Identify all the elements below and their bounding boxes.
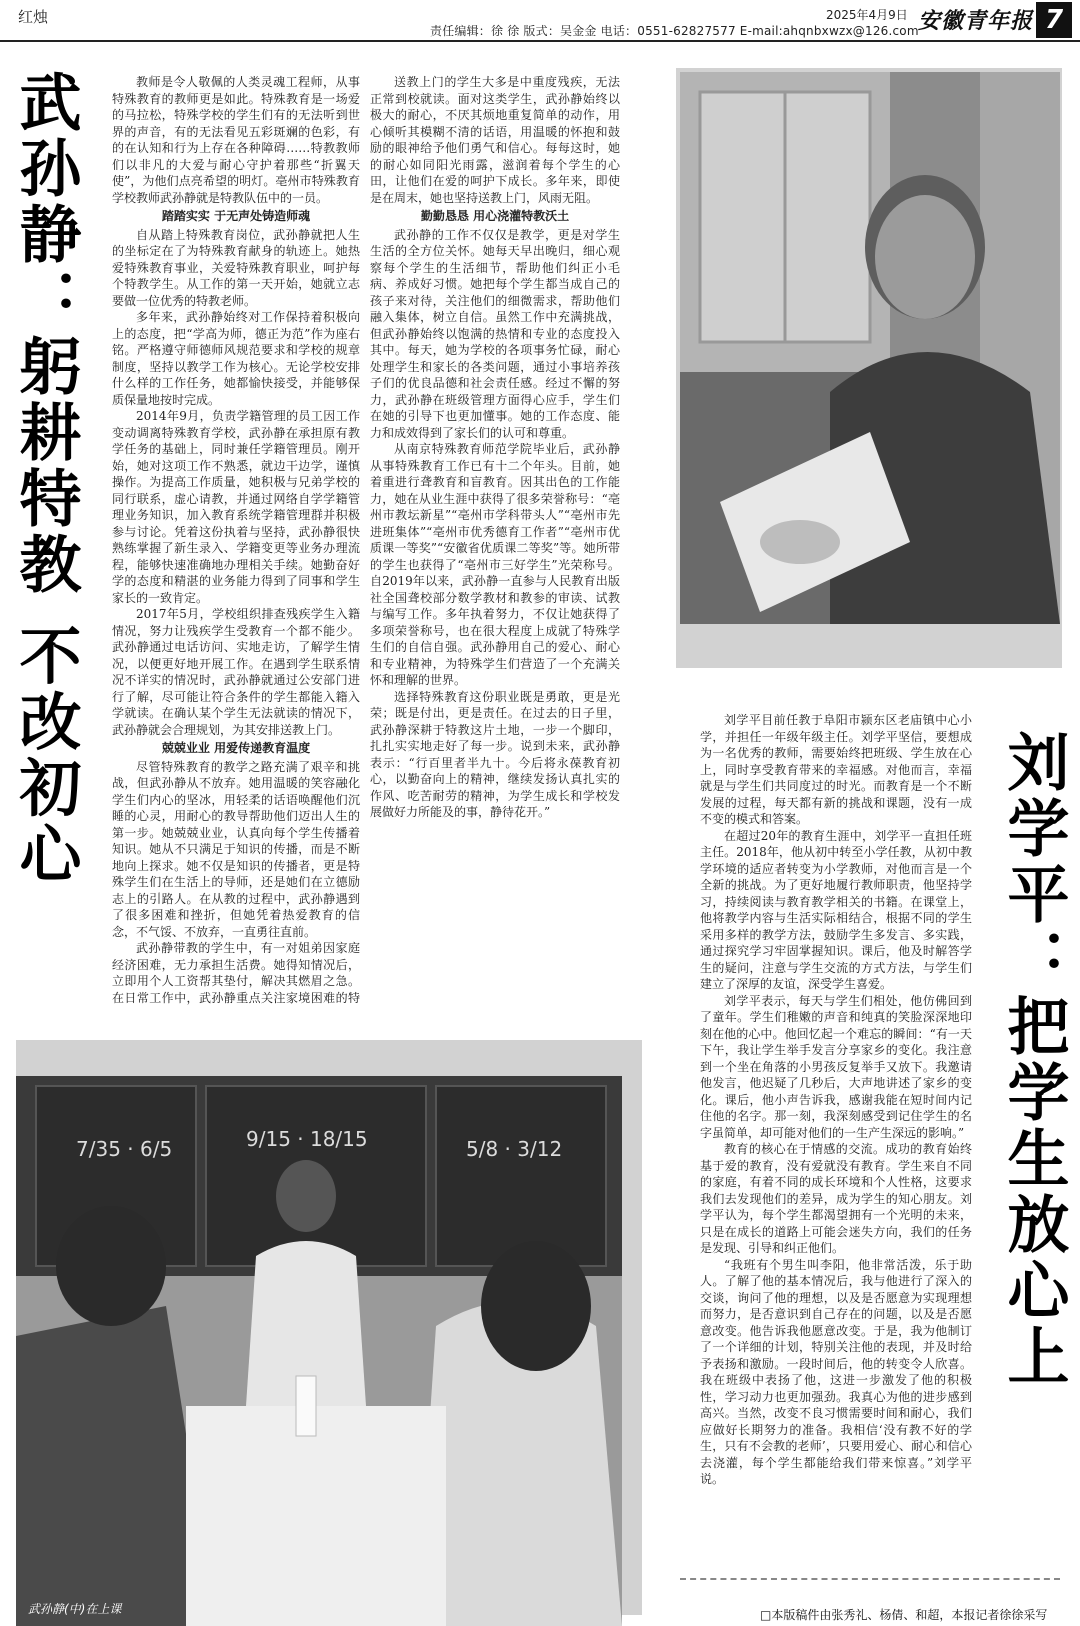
newspaper-masthead: 安徽青年报 xyxy=(918,8,1034,34)
article1-paragraph: 武孙静的工作不仅仅是教学，更是对学生生活的全方位关怀。她每天早出晚归，细心观察每个学生的生活细节，帮助他们纠正小毛病、养成好习惯。她把每个学生都当成自己的孩子来对待，关注他们的细微需求，帮助他们融入集体，树立自信。虽然工作中充满挑战，但武孙静始终以饱满的热情和专业的态度投入其中。每天，她为学校的各项事务忙碌，耐心处理学生和家长的各类问题，通过小事培养孩子们的优良品德和社会责任感。经过不懈的努力，武孙静在班级管理方面得心应手，学生们在她的引导下也更加懂事。她的工作态度、能力和成效得到了家长们的认可和尊重。 xyxy=(370,227,620,440)
article1-column-2 xyxy=(370,74,620,821)
article2-headline: 刘学平：把学生放心上 xyxy=(997,730,1070,1390)
issue-date: 2025年4月9日 xyxy=(826,8,908,22)
footer-divider xyxy=(680,1578,1060,1580)
article2-paragraph: “我班有个男生叫李阳，他非常活泼，乐于助人。了解了他的基本情况后，我与他进行了深入的交谈，询问了他的理想，以及是否愿意为实现理想而努力，是否意识到自己存在的问题，以及是否愿意改变。他告诉我他愿意改变。于是，我为他制订了一个详细的计划，特别关注他的表现，并及时给予表扬和激励。一段时间后，他的转变令人欣喜。我在班级中表扬了他，这进一步激发了他的积极性，学习动力也更加强劲。我真心为他的进步感到高兴。当然，改变不良习惯需要时间和耐心，我们应做好长期努力的准备。我相信‘没有教不好的学生，只有不会教的老师’，只要用爱心、耐心和信心去浇灌，每个学生都能给我们带来惊喜。”刘学平说。 xyxy=(700,1257,972,1486)
article2-paragraph: 在超过20年的教育生涯中，刘学平一直担任班主任。2018年，他从初中转至小学任教，从初中教学环境的适应者转变为小学教师，对他而言是一个全新的挑战。为了更好地履行教师职责，他坚持学习，持续阅读与教育教学相关的书籍。在课堂上，他将教学内容与生活实际相结合，根据不同的学生采用多样的教学方法，鼓励学生多发言、多实践，通过探究学习牢固掌握知识。课后，他及时解答学生的疑问，注意与学生交流的方式方法，与学生们建立了深厚的友谊，深受学生喜爱。 xyxy=(700,828,972,991)
article1-paragraph: 武孙静带教的学生中，有一对姐弟因家庭经济困难，无力承担生活费。她得知情况后，立即用个人工资帮其垫付，解决其燃眉之急。在日常工作中，武孙静重点关注家境困难的特 xyxy=(112,941,360,1005)
svg-text:7/35 · 6/5: 7/35 · 6/5 xyxy=(76,1137,173,1161)
article1-subhead-3: 勤勤恳恳 用心浇灌特教沃土 xyxy=(420,209,570,223)
article1-headline: 武孙静：躬耕特教 不改初心 xyxy=(9,70,82,888)
article1-subhead-2: 兢兢业业 用爱传递教育温度 xyxy=(161,741,311,755)
article2-paragraph: 刘学平目前任教于阜阳市颍东区老庙镇中心小学，并担任一年级年级主任。刘学平坚信，要想成为一名优秀的教师，需要始终把班级、学生放在心上，同时享受教育带来的幸福感。对他而言，幸福就是与学生们共同度过的时光。而教育是一个不断发展的过程，每天都有新的挑战和课题，没有一成不变的模式和答案。 xyxy=(700,713,972,826)
page-number: 7 xyxy=(1036,2,1072,38)
section-name: 红烛 xyxy=(18,8,49,26)
editor-info: 责任编辑：徐 徐 版式：吴金金 电话：0551-62827577 E-mail:ahqnbxwzx@126.com xyxy=(430,24,919,38)
article1-paragraph: 多年来，武孙静始终对工作保持着积极向上的态度，把“学高为师，德正为范”作为座右铭。严格遵守师德师风规范要求和学校的规章制度，坚持以教学工作为核心。无论学校安排什么样的工作任务，她都愉快接受，并能够保质保量地按时完成。 xyxy=(112,310,360,407)
photo-caption: 武孙静(中)在上课 xyxy=(28,1602,122,1616)
article1-paragraph: 尽管特殊教育的教学之路充满了艰辛和挑战，但武孙静从不放弃。她用温暖的笑容融化学生们内心的坚冰，用轻柔的话语唤醒他们沉睡的心灵，用耐心的教导帮助他们迈出人生的第一步。她兢兢业业，认真向每个学生传播着知识。她从不只满足于知识的传播，而是不断地向上探求。她不仅是知识的传播者，更是特殊学生们在生活上的导师，还是她们在立德励志上的引路人。在从教的过程中，武孙静遇到了很多困难和挫折，但她凭着热爱教育的信念，不气馁、不放弃，一直勇往直前。 xyxy=(112,759,360,939)
photo-classroom xyxy=(16,1076,622,1626)
article1-subhead-1: 踏踏实实 于无声处铸造师魂 xyxy=(161,209,311,223)
footer-credit: □本版稿件由张秀礼、杨倩、和超，本报记者徐徐采写 xyxy=(760,1608,1048,1622)
svg-text:9/15 · 18/15: 9/15 · 18/15 xyxy=(246,1127,368,1151)
article2-paragraph: 刘学平表示，每天与学生们相处，他仿佛回到了童年。学生们稚嫩的声音和纯真的笑脸深深地印刻在他的心中。他回忆起一个难忘的瞬间：“有一天下午，我让学生举手发言分享家乡的变化。我注意到一个坐在角落的小男孩反复举手又放下。我邀请他发言，他迟疑了几秒后，大声地讲述了家乡的变化。课后，他小声告诉我，感谢我能在短时间内记住他的名字。那一刻，我深刻感受到记住学生的名字虽简单，却可能对他们的一生产生深远的影响。” xyxy=(700,993,972,1140)
article2-paragraph: 教育的核心在于情感的交流。成功的教育始终基于爱的教育，没有爱就没有教育。学生来自不同的家庭，有着不同的成长环境和个人性格，这要求我们去发现他们的差异，成为学生的知心朋友。刘学平认为，每个学生都渴望拥有一个光明的未来，只是在成长的道路上可能会迷失方向，我们的任务是发现、引导和纠正他们。 xyxy=(700,1142,972,1255)
article1-column-1 xyxy=(112,74,360,1006)
photo-teacher-reading xyxy=(680,72,1060,624)
article1-lede: 教师是令人敬佩的人类灵魂工程师，从事特殊教育的教师更是如此。特殊教育是一场爱的马拉松，特殊学校的学生们有的无法听到世界的声音，有的无法看见五彩斑斓的色彩，有的在认知和行为上存在各种障碍……特教教师们以非凡的大爱与耐心守护着那些“折翼天使”，为他们点亮希望的明灯。亳州市特殊教育学校教师武孙静就是特教队伍中的一员。 xyxy=(112,75,360,205)
article2-column xyxy=(700,712,972,1488)
article1-paragraph: 自从踏上特殊教育岗位，武孙静就把人生的坐标定在了为特殊教育献身的轨迹上。她热爱特殊教育事业，关爱特殊教育职业，呵护每个特教学生。从工作的第一天开始，她就立志要做一位优秀的特教老师。 xyxy=(112,227,360,308)
teacher-photo-illustration xyxy=(680,72,1060,624)
svg-text:5/8 · 3/12: 5/8 · 3/12 xyxy=(466,1137,563,1161)
article1-paragraph: 2017年5月，学校组织排查残疾学生入籍情况，努力让残疾学生受教育一个都不能少。武孙静通过电话访问、实地走访，了解学生情况，以便更好地开展工作。在遇到学生联系情况不详实的情况时，武孙静就通过公安部门进行了解，尽可能让符合条件的学生都能入籍入学就读。在确认某个学生无法就读的情况下，武孙静就会合理规划，为其安排送教上门。 xyxy=(112,607,360,737)
header-rule xyxy=(0,40,1080,42)
article1-paragraph: 2014年9月，负责学籍管理的员工因工作变动调离特殊教育学校，武孙静在承担原有教学任务的基础上，同时兼任学籍管理员。刚开始，她对这项工作不熟悉，就边干边学，谨慎操作。为提高工作质量，她积极与兄弟学校的同行联系，虚心请教，并通过网络自学学籍管理业务知识，加入教育系统学籍管理群并积极参与讨论。凭着这份执着与坚持，武孙静很快熟练掌握了新生录入、学籍变更等业务办理流程，能够快速准确地办理相关手续。她勤奋好学的态度和精湛的业务能力得到了同事和学生家长的一致肯定。 xyxy=(112,409,360,605)
article1-paragraph: 送教上门的学生大多是中重度残疾，无法正常到校就读。面对这类学生，武孙静始终以极大的耐心，不厌其烦地重复简单的动作，用心倾听其模糊不清的话语，用温暖的怀抱和鼓励的眼神给予他们勇气和信心。每每这时，她的耐心如同阳光雨露，滋润着每个学生的心田，让他们在爱的呵护下成长。多年来，即使是在周末，她也坚持送教上门，风雨无阻。 xyxy=(370,75,620,205)
article1-paragraph: 从南京特殊教育师范学院毕业后，武孙静从事特殊教育工作已有十二个年头。目前，她着重进行聋教育和盲教育。因其出色的工作能力，她在从业生涯中获得了很多荣誉称号：“亳州市教坛新星”“亳州市学科带头人”“亳州市先进班集体”“亳州市优秀德育工作者”“亳州市优质课一等奖”“安徽省优质课二等奖”等。她所带的学生也获得了“亳州市三好学生”光荣称号。自2019年以来，武孙静一直参与人民教育出版社全国聋校部分数学教材和教参的审读、试教与编写工作。多年执着努力，不仅让她获得了多项荣誉称号，也在很大程度上成就了特殊学生们的自信自强。武孙静用自己的爱心、耐心和专业精神，为特殊学生们营造了一个充满关怀和理解的世界。 xyxy=(370,442,620,687)
article1-paragraph: 选择特殊教育这份职业既是勇敢，更是光荣；既是付出，更是责任。在过去的日子里，武孙静深耕于特教这片土地，一步一个脚印，扎扎实实地走好了每一步。说到未来，武孙静表示：“行百里者半九十。今后将永葆教育初心，以勤奋向上的精神，继续发扬认真扎实的作风、吃苦耐劳的精神，为学生成长和学校发展做好力所能及的事，静待花开。” xyxy=(370,689,620,819)
classroom-photo-illustration xyxy=(16,1076,622,1626)
